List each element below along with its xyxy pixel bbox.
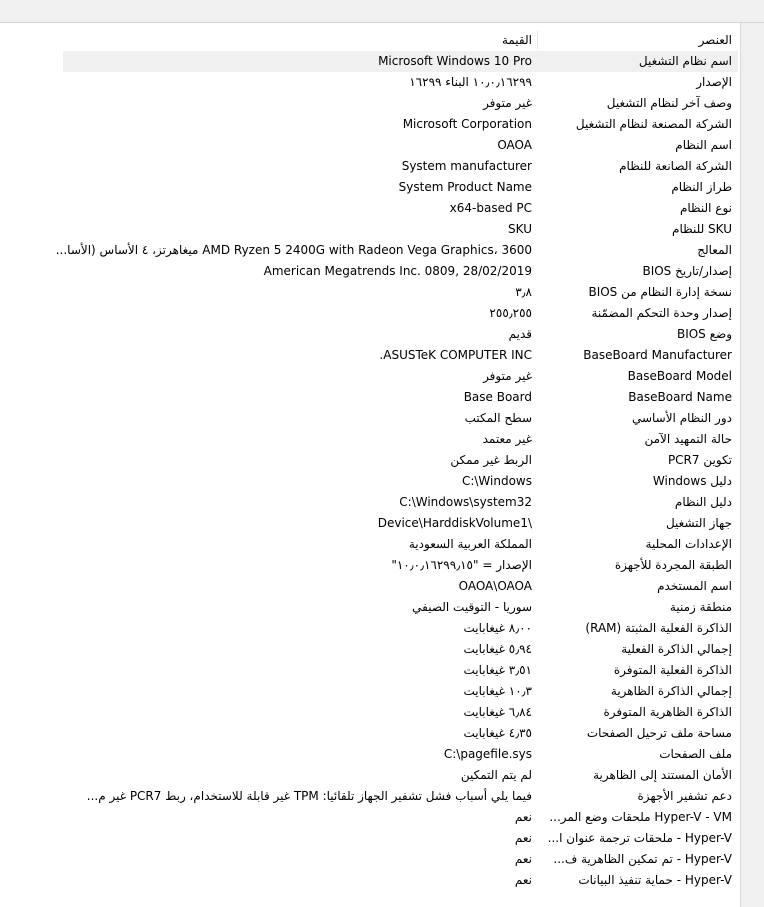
table-row[interactable]	[63, 534, 738, 555]
table-row[interactable]	[63, 408, 738, 429]
column-header-value[interactable]: القيمة	[501, 33, 532, 47]
row-value: OAOA	[497, 138, 532, 152]
table-row[interactable]	[63, 492, 738, 513]
table-row[interactable]	[63, 849, 738, 870]
table-row[interactable]	[63, 135, 738, 156]
row-value: ٥٫٩٤ غيغابايت	[463, 642, 532, 656]
table-row[interactable]	[55, 240, 738, 261]
row-item-label: الأمان المستند إلى الظاهرية	[593, 768, 732, 782]
row-value: نعم	[514, 873, 532, 887]
row-item-label: وصف آخر لنظام التشغيل	[606, 96, 732, 110]
row-value: ٦٫٨٤ غيغابايت	[463, 705, 532, 719]
row-item-label: الذاكرة الفعلية المتوفرة	[613, 663, 732, 677]
row-value: نعم	[514, 852, 532, 866]
row-value: ٢٥٥٫٢٥٥	[489, 306, 532, 320]
row-item-label: اسم نظام التشغيل	[638, 54, 732, 68]
row-item-label: جهاز التشغيل	[665, 516, 732, 530]
row-value: سطح المكتب	[464, 411, 532, 425]
row-value: المملكة العربية السعودية	[408, 537, 532, 551]
table-row[interactable]	[63, 72, 738, 93]
table-row[interactable]	[63, 471, 738, 492]
row-item-label: دعم تشفير الأجهزة	[637, 789, 732, 803]
row-item-label: تكوين PCR7	[667, 453, 732, 467]
row-value: Microsoft Windows 10 Pro	[378, 54, 532, 68]
row-value: لم يتم التمكين	[460, 768, 532, 782]
row-item-label: وضع BIOS	[676, 327, 732, 341]
table-row[interactable]	[63, 324, 738, 345]
row-item-label: BaseBoard Model	[627, 369, 732, 383]
table-row[interactable]	[63, 597, 738, 618]
row-item-label: الشركة الصانعة للنظام	[619, 159, 732, 173]
row-value: SKU	[508, 222, 532, 236]
row-value: غير متوفر	[483, 369, 532, 383]
row-item-label: اسم النظام	[675, 138, 732, 152]
table-row[interactable]	[63, 450, 738, 471]
row-item-label: منطقة زمنية	[669, 600, 732, 614]
row-item-label: دور النظام الأساسي	[631, 411, 732, 425]
row-value: ٨٫٠٠ غيغابايت	[463, 621, 532, 635]
table-row[interactable]	[63, 387, 738, 408]
system-summary-list	[55, 29, 738, 891]
row-value: غير معتمد	[482, 432, 532, 446]
table-row[interactable]	[63, 807, 738, 828]
row-value: ١٠٫٣ غيغابايت	[463, 684, 532, 698]
row-item-label: دليل النظام	[674, 495, 732, 509]
row-item-label: طراز النظام	[671, 180, 732, 194]
table-row[interactable]	[63, 345, 738, 366]
row-item-label: الإعدادات المحلية	[645, 537, 732, 551]
row-item-label: BaseBoard Manufacturer	[583, 348, 732, 362]
row-item-label: اسم المستخدم	[657, 579, 732, 593]
row-item-label: ملف الصفحات	[659, 747, 732, 761]
row-value: ٣٫٨	[515, 285, 532, 299]
row-value: قديم	[508, 327, 532, 341]
row-value: نعم	[514, 810, 532, 824]
row-value: C:\pagefile.sys	[443, 747, 532, 761]
row-item-label: الإصدار	[696, 75, 732, 89]
row-value: System manufacturer	[401, 159, 532, 173]
row-value: AMD Ryzen 5 2400G with Radeon Vega Graphics، 3600 ميغاهرتز، ٤ الأساس (الأسا...	[55, 243, 532, 257]
list-header	[63, 29, 738, 51]
row-value: C:\Windows\system32	[399, 495, 532, 509]
row-value: فيما يلي أسباب فشل تشفير الجهاز تلقائيا: TPM غير قابلة للاستخدام، ربط PCR7 غير م...	[86, 789, 532, 803]
table-row[interactable]	[63, 51, 738, 72]
row-item-label: Hyper-V - VM ملحقات وضع المر...	[549, 810, 732, 824]
table-row[interactable]	[63, 828, 738, 849]
table-row[interactable]	[63, 177, 738, 198]
row-item-label: مساحة ملف ترحيل الصفحات	[586, 726, 732, 740]
row-item-label: الشركة المصنعة لنظام التشغيل	[575, 117, 732, 131]
row-value: Microsoft Corporation	[402, 117, 532, 131]
table-row[interactable]	[63, 870, 738, 891]
table-row[interactable]	[63, 261, 738, 282]
row-item-label: نسخة إدارة النظام من BIOS	[588, 285, 732, 299]
row-item-label: Hyper-V - تم تمكين الظاهرية ف...	[553, 852, 732, 866]
row-value: نعم	[514, 831, 532, 845]
table-row[interactable]	[63, 681, 738, 702]
table-row[interactable]	[63, 366, 738, 387]
row-item-label: نوع النظام	[679, 201, 732, 215]
row-item-label: الطبقة المجردة للأجهزة	[614, 558, 732, 572]
row-value: OAOA\OAOA	[458, 579, 532, 593]
row-item-label: الذاكرة الفعلية المثبتة (RAM)	[585, 621, 732, 635]
row-value: American Megatrends Inc. 0809, 28/02/2019	[263, 264, 532, 278]
column-header-item[interactable]: العنصر	[698, 33, 732, 47]
row-value: الإصدار = "١٠٫٠٫١٦٢٩٩٫١٥"	[391, 558, 532, 572]
row-item-label: حالة التمهيد الآمن	[644, 432, 732, 446]
row-value: سوريا - التوقيت الصيفي	[412, 600, 532, 614]
divider	[0, 22, 764, 23]
table-row[interactable]	[63, 513, 738, 534]
table-row[interactable]	[63, 660, 738, 681]
row-value: C:\Windows	[461, 474, 532, 488]
row-item-label: إجمالي الذاكرة الفعلية	[621, 642, 732, 656]
table-row[interactable]	[63, 618, 738, 639]
row-value: ٣٫٥١ غيغابايت	[463, 663, 532, 677]
row-value: ASUSTeK COMPUTER INC.	[379, 348, 532, 362]
row-item-label: إجمالي الذاكرة الظاهرية	[610, 684, 732, 698]
column-divider[interactable]	[537, 31, 538, 49]
row-item-label: إصدار وحدة التحكم المضمّنة	[591, 306, 732, 320]
table-row[interactable]	[63, 93, 738, 114]
table-row[interactable]	[63, 198, 738, 219]
table-row[interactable]	[63, 429, 738, 450]
vertical-scrollbar[interactable]	[740, 23, 764, 907]
row-value: \Device\HarddiskVolume1	[377, 516, 532, 530]
table-row[interactable]	[63, 639, 738, 660]
list-body	[55, 51, 738, 891]
table-row[interactable]	[63, 786, 738, 807]
row-item-label: SKU للنظام	[672, 222, 732, 236]
row-value: الربط غير ممكن	[450, 453, 532, 467]
row-value: ١٠٫٠٫١٦٢٩٩ البناء ١٦٢٩٩	[409, 75, 532, 89]
row-value: Base Board	[463, 390, 532, 404]
row-item-label: دليل Windows	[652, 474, 732, 488]
table-row[interactable]	[63, 723, 738, 744]
table-row[interactable]	[63, 576, 738, 597]
table-row[interactable]	[63, 156, 738, 177]
table-row[interactable]	[63, 219, 738, 240]
row-item-label: إصدار/تاريخ BIOS	[642, 264, 732, 278]
table-row[interactable]	[63, 282, 738, 303]
row-item-label: Hyper-V - ملحقات ترجمة عنوان ا...	[547, 831, 732, 845]
row-value: ٤٫٣٥ غيغابايت	[463, 726, 532, 740]
row-value: System Product Name	[398, 180, 532, 194]
table-row[interactable]	[63, 114, 738, 135]
row-value: غير متوفر	[483, 96, 532, 110]
row-value: x64-based PC	[449, 201, 532, 215]
toolbar-area	[0, 0, 764, 22]
row-item-label: BaseBoard Name	[628, 390, 732, 404]
table-row[interactable]	[63, 744, 738, 765]
row-item-label: الذاكرة الظاهرية المتوفرة	[603, 705, 732, 719]
table-row[interactable]	[63, 555, 738, 576]
table-row[interactable]	[63, 702, 738, 723]
row-item-label: المعالج	[697, 243, 732, 257]
table-row[interactable]	[63, 303, 738, 324]
row-item-label: Hyper-V - حماية تنفيذ البيانات	[578, 873, 732, 887]
table-row[interactable]	[63, 765, 738, 786]
